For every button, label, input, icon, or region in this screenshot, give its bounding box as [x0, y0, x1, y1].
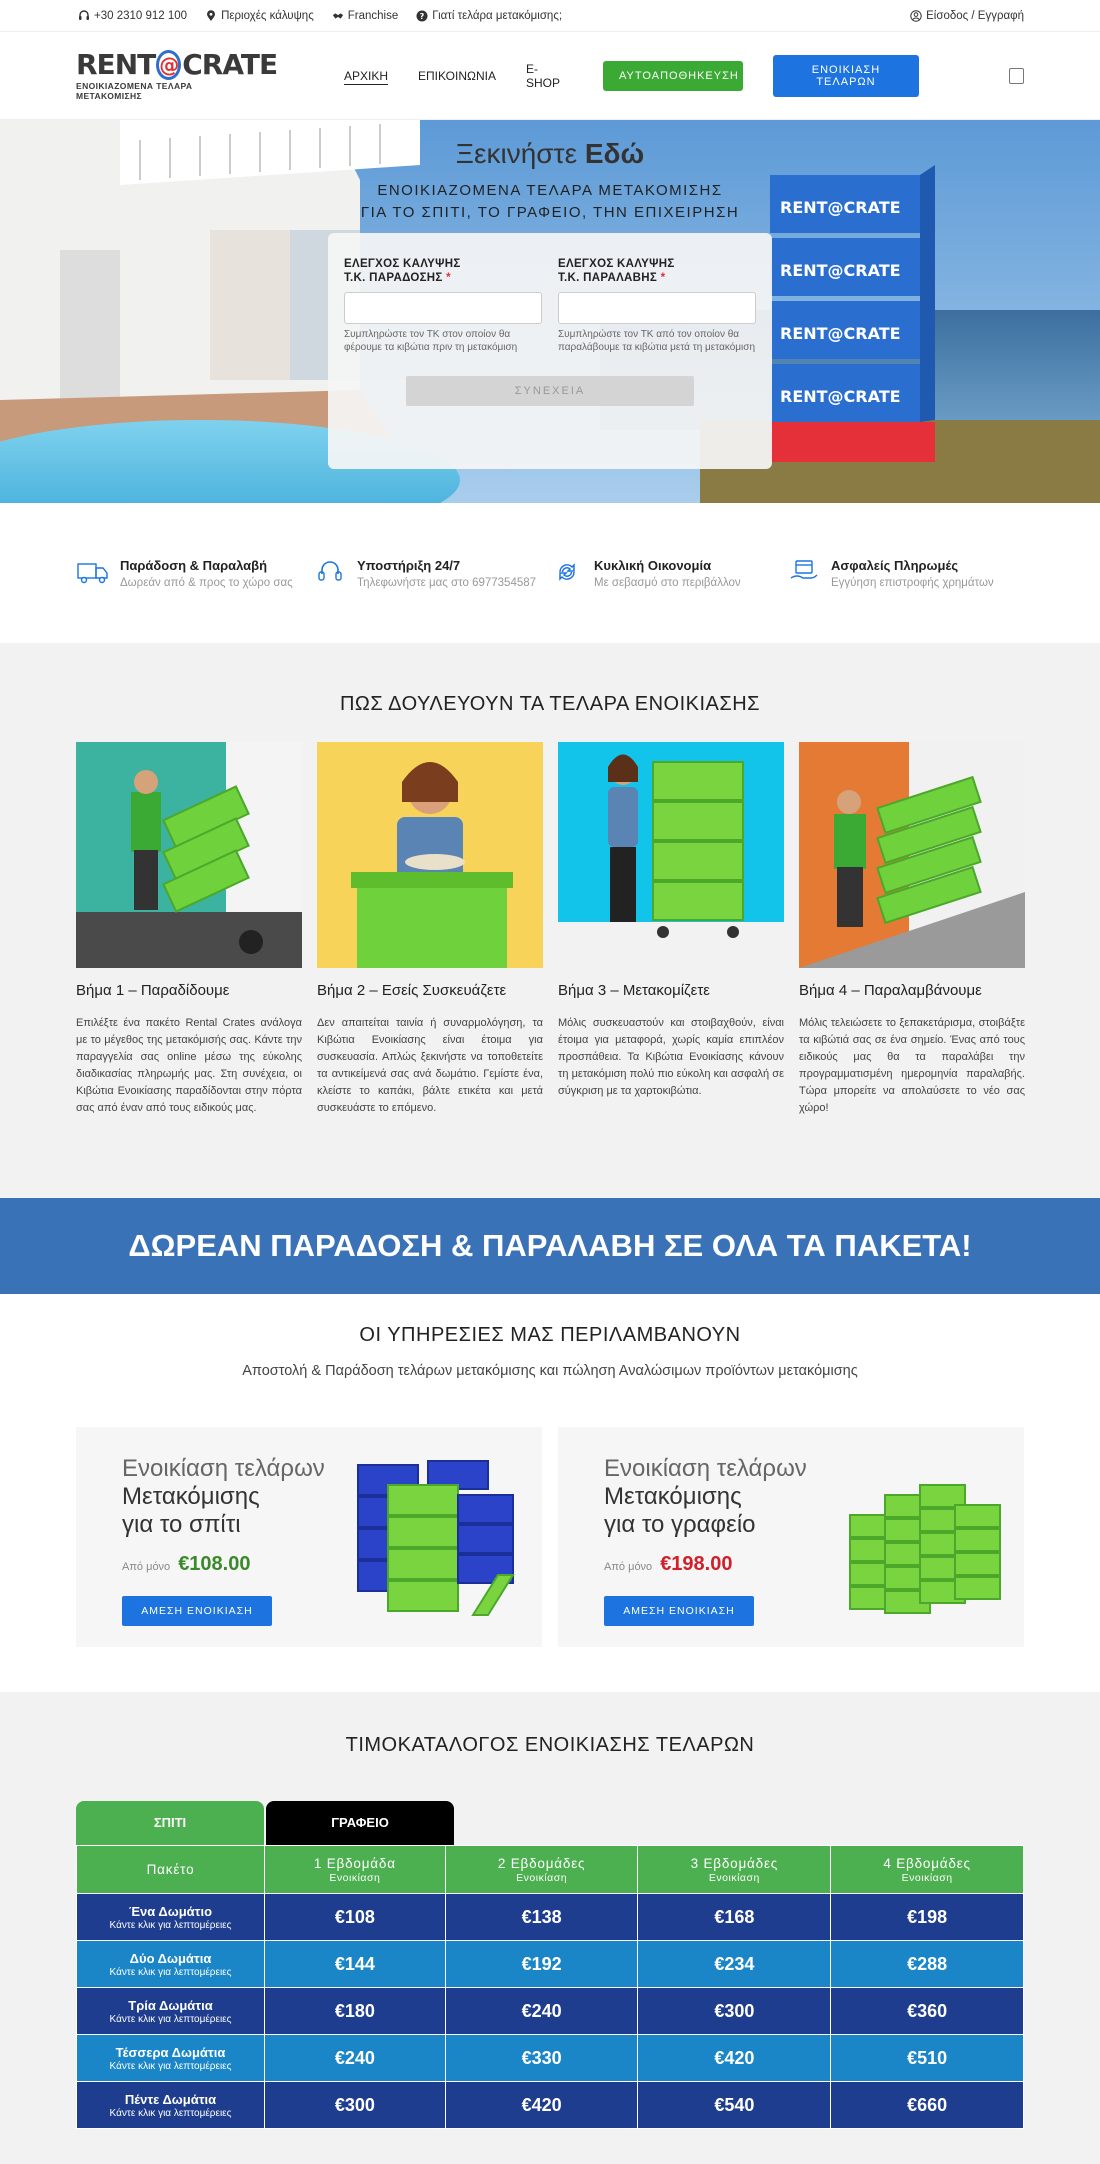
continue-button[interactable]: ΣΥΝΕΧΕΙΑ — [406, 376, 694, 406]
package-price: €198.00 — [660, 1553, 733, 1575]
question-circle-icon — [416, 10, 428, 22]
step-card: Βήμα 2 – Εσείς Συσκευάζετε Δεν απαιτείται ταινία ή συναρμολόγηση, τα Κιβώτια Ενοικίασης είναι έτοιμα για συσκευασία. Απλώς ξεκινήστε να τοποθετείτε τα αντικείμενά σας ανά δωμάτιο. Γεμίστε ένα, κλείστε το καπάκι, βάλτε ετικέτα και μετά συσκευάστε το επόμενο. — [317, 742, 543, 1117]
step-4-image — [799, 742, 1025, 968]
package-card-home: Ενοικίαση τελάρων Μετακόμισης για το σπίτι Από μόνο €108.00 ΑΜΕΣΗ ΕΝΟΙΚΙΑΣΗ — [76, 1427, 542, 1647]
pricing-title: ΤΙΜΟΚΑΤΑΛΟΓΟΣ ΕΝΟΙΚΙΑΣΗΣ ΤΕΛΑΡΩΝ — [345, 1734, 755, 1756]
franchise-link[interactable]: Franchise — [332, 10, 399, 22]
main-nav — [344, 55, 1024, 97]
main-header — [0, 32, 1100, 120]
delivery-zip-group: ΕΛΕΓΧΟΣ ΚΑΛΥΨΗΣ Τ.Κ. ΠΑΡΑΔΟΣΗΣ * Συμπληρώστε τον ΤΚ στον οποίον θα φέρουμε τα κιβώτια πριν τη μετακόμιση — [344, 257, 542, 354]
phone-link[interactable]: +30 2310 912 100 — [78, 10, 187, 22]
hero-section — [0, 120, 1100, 503]
map-pin-icon — [205, 10, 217, 22]
table-header: 3 Εβδομάδες Ενοικίαση — [638, 1846, 831, 1894]
crate-brand-text: RENT@CRATE — [780, 387, 901, 406]
table-row[interactable]: Πέντε Δωμάτια Κάντε κλικ για λεπτομέρειες €300 €420 €540 €660 — [77, 2082, 1024, 2129]
feature-secure-payments: Ασφαλείς Πληρωμές Εγγύηση επιστροφής χρημάτων — [787, 558, 1024, 589]
top-bar — [0, 0, 1100, 32]
step-2-image — [317, 742, 543, 968]
feature-delivery: Παράδοση & Παραλαβή Δωρεάν από & προς το χώρο σας — [76, 558, 313, 589]
pricing-table — [76, 1845, 1024, 2129]
rent-now-button[interactable]: ΑΜΕΣΗ ΕΝΟΙΚΙΑΣΗ — [122, 1596, 272, 1626]
coverage-check-form — [328, 233, 772, 469]
rent-now-button[interactable]: ΑΜΕΣΗ ΕΝΟΙΚΙΑΣΗ — [604, 1596, 754, 1626]
step-card: Βήμα 3 – Μετακομίζετε Μόλις συσκευαστούν και στοιβαχθούν, είναι έτοιμα για μεταφορά, χωρίς καμία επιπλέον προσπάθεια. Τα Κιβώτια Ενοικίασης κάνουν τη μετακόμιση πολύ πιο εύκολη και ασφαλή σε σύγκριση με τα χαρτοκιβώτια. — [558, 742, 784, 1117]
rent-crates-button[interactable]: ΕΝΟΙΚΙΑΣΗ ΤΕΛΑΡΩΝ — [773, 55, 919, 97]
step-card: Βήμα 4 – Παραλαμβάνουμε Μόλις τελειώσετε το ξεπακετάρισμα, στοιβάξτε τα κιβώτιά σας σε ένα σημείο. Ένας από τους ειδικούς μας θα τα παραλάβει την προγραμματισμένη ημερομηνία παραλαβής. Τώρα μπορείτε να απολαύσετε το νέο σας χώρο! — [799, 742, 1025, 1117]
crate-brand-text: RENT@CRATE — [780, 261, 901, 280]
self-storage-button[interactable]: ΑΥΤΟΑΠΟΘΗΚΕΥΣΗ — [603, 61, 743, 91]
nav-eshop[interactable]: E-SHOP — [525, 61, 560, 90]
pickup-zip-input[interactable] — [558, 292, 756, 324]
tab-home[interactable]: ΣΠΙΤΙ — [76, 1801, 264, 1845]
delivery-zip-input[interactable] — [344, 292, 542, 324]
svg-text:?: ? — [419, 11, 425, 21]
step-card: Βήμα 1 – Παραδίδουμε Επιλέξτε ένα πακέτο Rental Crates ανάλογα με το μέγεθος της μετακόμισής σας. Κάντε την παραγγελία σας online μέσω της εύκολης διαδικασίας πληρωμής μας. Στη συνέχεια, οι Κιβώτια Ενοικίασης παραδίδονται στην πόρτα σας από έναν από τους ειδικούς μας. — [76, 742, 302, 1117]
truck-icon — [76, 558, 110, 586]
hero-subtitle: ΕΝΟΙΚΙΑΖΟΜΕΝΑ ΤΕΛΑΡΑ ΜΕΤΑΚΟΜΙΣΗΣ ΓΙΑ ΤΟ ΣΠΙΤΙ, ΤΟ ΓΡΑΦΕΙΟ, ΤΗΝ ΕΠΙΧΕΙΡΗΣΗ — [360, 182, 740, 221]
feature-support: Υποστήριξη 24/7 Τηλεφωνήστε μας στο 6977354587 — [313, 558, 550, 589]
services-title: ΟΙ ΥΠΗΡΕΣΙΕΣ ΜΑΣ ΠΕΡΙΛΑΜΒΑΝΟΥΝ — [359, 1324, 741, 1346]
handshake-icon — [332, 10, 344, 22]
table-header-package: Πακέτο — [77, 1846, 265, 1894]
user-circle-icon — [910, 10, 922, 22]
home-crates-image — [348, 1455, 528, 1625]
package-price: €108.00 — [178, 1553, 251, 1575]
table-row[interactable]: Τέσσερα Δωμάτια Κάντε κλικ για λεπτομέρειες €240 €330 €420 €510 — [77, 2035, 1024, 2082]
cart-icon[interactable] — [1009, 68, 1024, 84]
areas-link[interactable]: Περιοχές κάλυψης — [205, 10, 314, 22]
services-subtitle: Αποστολή & Παράδοση τελάρων μετακόμισης και πώληση Αναλώσιμων προϊόντων μετακόμισης — [242, 1363, 858, 1379]
table-row[interactable]: Δύο Δωμάτια Κάντε κλικ για λεπτομέρειες €144 €192 €234 €288 — [77, 1941, 1024, 1988]
tab-office[interactable]: ΓΡΑΦΕΙΟ — [266, 1801, 454, 1845]
feature-circular-economy: Κυκλική Οικονομία Με σεβασμό στο περιβάλλον — [550, 558, 787, 589]
services-section — [0, 1294, 1100, 1692]
features-strip — [0, 503, 1100, 643]
login-link[interactable]: Είσοδος / Εγγραφή — [910, 10, 1024, 22]
pricing-section — [0, 1692, 1100, 2164]
nav-contact[interactable]: ΕΠΙΚΟΙΝΩΝΙΑ — [418, 68, 496, 83]
nav-home[interactable]: ΑΡΧΙΚΗ — [344, 68, 389, 83]
hero-title: Ξεκινήστε Εδώ — [455, 138, 645, 169]
crate-brand-text: RENT@CRATE — [780, 324, 901, 343]
table-header: 1 Εβδομάδα Ενοικίαση — [265, 1846, 446, 1894]
table-header: 4 Εβδομάδες Ενοικίαση — [831, 1846, 1024, 1894]
why-crates-link[interactable]: ? Γιατί τελάρα μετακόμισης; — [416, 10, 562, 22]
free-delivery-banner: ΔΩΡΕΑΝ ΠΑΡΑΔΟΣΗ & ΠΑΡΑΛΑΒΗ ΣΕ ΟΛΑ ΤΑ ΠΑΚΕΤΑ! — [0, 1198, 1100, 1294]
office-crates-image — [830, 1455, 1010, 1625]
pickup-zip-group: ΕΛΕΓΧΟΣ ΚΑΛΥΨΗΣ Τ.Κ. ΠΑΡΑΛΑΒΗΣ * Συμπληρώστε τον ΤΚ από τον οποίον θα παραλάβουμε τα κιβώτια μετά τη μετακόμιση — [558, 258, 756, 353]
how-it-works-section — [0, 643, 1100, 1198]
recycle-icon — [550, 558, 584, 586]
how-it-works-title: ΠΩΣ ΔΟΥΛΕΥΟΥΝ ΤΑ ΤΕΛΑΡΑ ΕΝΟΙΚΙΑΣΗΣ — [339, 693, 761, 715]
headset-icon — [313, 558, 347, 586]
table-row[interactable]: Ένα Δωμάτιο Κάντε κλικ για λεπτομέρειες €108 €138 €168 €198 — [77, 1894, 1024, 1941]
step-3-image — [558, 742, 784, 968]
step-1-image — [76, 742, 302, 968]
package-card-office: Ενοικίαση τελάρων Μετακόμισης για το γραφείο Από μόνο €198.00 ΑΜΕΣΗ ΕΝΟΙΚΙΑΣΗ — [558, 1427, 1024, 1647]
headset-icon — [78, 10, 90, 22]
table-row[interactable]: Τρία Δωμάτια Κάντε κλικ για λεπτομέρειες €180 €240 €300 €360 — [77, 1988, 1024, 2035]
crate-brand-text: RENT@CRATE — [780, 198, 901, 217]
site-logo[interactable]: RENT @ CRATE ΕΝΟΙΚΙΑΖΟΜΕΝΑ ΤΕΛΑΡΑ ΜΕΤΑΚΟΜΙΣΗΣ — [76, 48, 278, 101]
table-header: 2 Εβδομάδες Ενοικίαση — [445, 1846, 638, 1894]
secure-payment-icon — [787, 558, 821, 586]
